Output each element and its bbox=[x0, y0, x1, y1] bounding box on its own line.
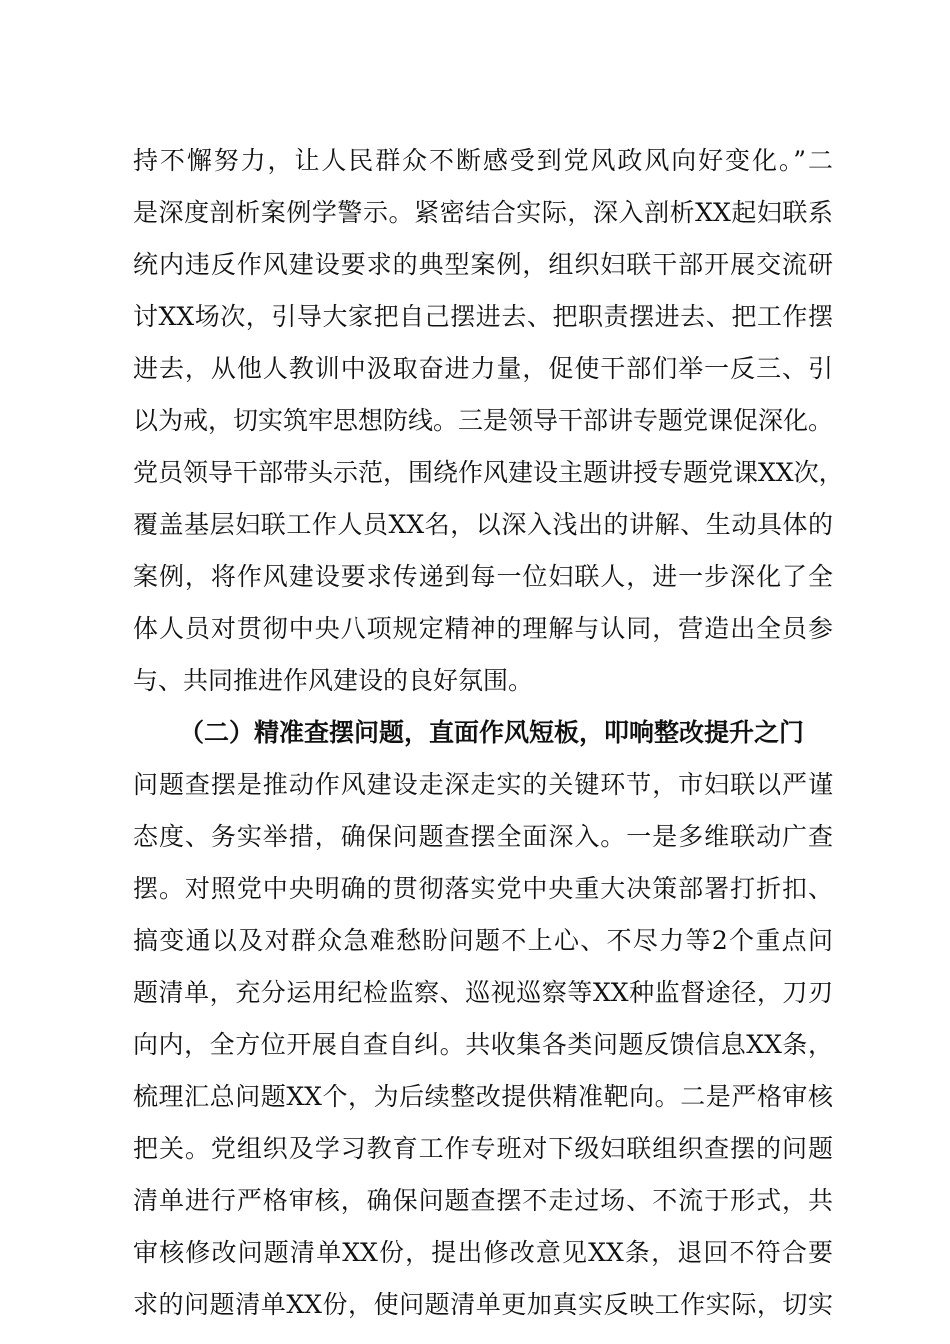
text-line: 案例，将作风建设要求传递到每一位妇联人，进一步深化了全 bbox=[133, 562, 833, 591]
text-line: 是深度剖析案例学警示。紧密结合实际，深入剖析XX起妇联系 bbox=[133, 198, 833, 227]
text-line: 把关。党组织及学习教育工作专班对下级妇联组织查摆的问题 bbox=[133, 1134, 833, 1163]
text-line: 讨XX场次，引导大家把自己摆进去、把职责摆进去、把工作摆 bbox=[133, 302, 833, 331]
text-line: 向内，全方位开展自查自纠。共收集各类问题反馈信息XX条， bbox=[133, 1030, 833, 1059]
section-heading: （二）精准查摆问题，直面作风短板，叩响整改提升之门 bbox=[179, 718, 805, 747]
text-line: 摆。对照党中央明确的贯彻落实党中央重大决策部署打折扣、 bbox=[133, 874, 833, 903]
text-line: 统内违反作风建设要求的典型案例，组织妇联干部开展交流研 bbox=[133, 250, 833, 279]
text-line: 以为戒，切实筑牢思想防线。三是领导干部讲专题党课促深化。 bbox=[133, 406, 834, 435]
text-line: 问题查摆是推动作风建设走深走实的关键环节，市妇联以严谨 bbox=[133, 770, 833, 799]
text-line: 覆盖基层妇联工作人员XX名，以深入浅出的讲解、生动具体的 bbox=[133, 510, 833, 539]
text-line: 进去，从他人教训中汲取奋进力量，促使干部们举一反三、引 bbox=[133, 354, 833, 383]
text-line: 持不懈努力，让人民群众不断感受到党风政风向好变化。”二 bbox=[133, 146, 833, 175]
text-line: 搞变通以及对群众急难愁盼问题不上心、不尽力等2个重点问 bbox=[133, 926, 833, 955]
paragraph-end-line: 与、共同推进作风建设的良好氛围。 bbox=[133, 666, 534, 695]
text-line: 态度、务实举措，确保问题查摆全面深入。一是多维联动广查 bbox=[133, 822, 833, 851]
text-line: 梳理汇总问题XX个，为后续整改提供精准靶向。二是严格审核 bbox=[133, 1082, 833, 1111]
text-line: 党员领导干部带头示范，围绕作风建设主题讲授专题党课XX次， bbox=[133, 458, 844, 487]
text-line: 题清单，充分运用纪检监察、巡视巡察等XX种监督途径，刀刃 bbox=[133, 978, 833, 1007]
text-line: 审核修改问题清单XX份，提出修改意见XX条，退回不符合要 bbox=[133, 1238, 833, 1267]
text-line: 求的问题清单XX份，使问题清单更加真实反映工作实际，切实 bbox=[133, 1290, 833, 1319]
text-line: 体人员对贯彻中央八项规定精神的理解与认同，营造出全员参 bbox=[133, 614, 833, 643]
text-line: 清单进行严格审核，确保问题查摆不走过场、不流于形式，共 bbox=[133, 1186, 833, 1215]
body-text bbox=[133, 135, 844, 1331]
